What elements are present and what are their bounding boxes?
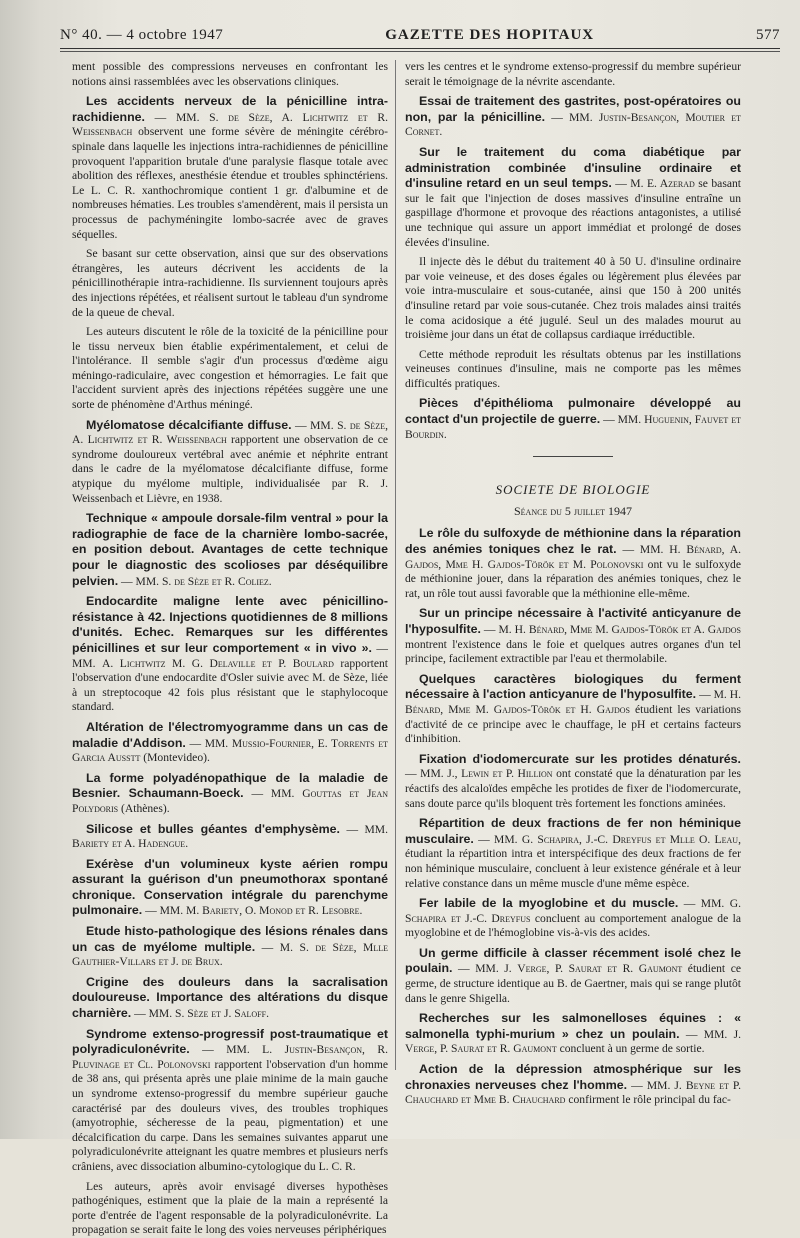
article-entry [72, 720, 388, 766]
article-title: Un germe difficile à classer récemment isolé chez le poulain. [405, 945, 741, 976]
author-prefix: — MM. [243, 787, 303, 801]
journal-title: GAZETTE DES HOPITAUX [385, 27, 595, 43]
article-title: Technique « ampoule dorsale-film ventral » pour la radiographie de face de la charnière lombo-sacrée, en position debout. Avantages de cette technique pour le diagnostic des scolioses par déséquilibre pelvien. [72, 511, 388, 588]
article-authors: Mussio-Fournier, E. Torrents et Garcia Ausstt [72, 736, 388, 765]
author-prefix: — MM. [600, 413, 645, 427]
author-prefix: — MM. [340, 822, 388, 836]
article-text: montrent l'existence dans le foie et quelques autres organes d'un tel principe, facilement extractible par l'eau et thermolabile. [405, 637, 741, 666]
article-paragraph: Il injecte dès le début du traitement 40 à 50 U. d'insuline ordinaire par voie veineuse, et des doses égales ou légèrement plus élevées par voie intra-musculaire et sous-cutanée, ainsi que 150 à 200 unités d'insuline retard par voie sous-cutanée. Chez trois malades ainsi traités le coma acidosique a été jugulé. Seul un des malades mourut au troisième jour dans un état de collapsus cardiaque irréductible. [405, 255, 741, 342]
page-header [60, 18, 780, 44]
article-title: Fer labile de la myoglobine et du muscle. [419, 896, 679, 911]
page-number: 577 [756, 27, 780, 43]
article-text: rapportent l'observation d'un homme de 38 ans, qui présenta après une plaie minime de la main gauche un syndrome extenso-progressif du membre supérieur gauche caractérisé par des douleurs vives, des troubles trophiques (amyotrophie, sécheresse de la peau, pigmentation) et une décalcification du carpe. Dans les semaines suivantes apparut une polyradiculonévrite atteignant les quatre membres et plusieurs nerfs crâniens, avec dissociation albumino-cytologique du L. C. R. [72, 1057, 388, 1173]
society-heading: SOCIETE DE BIOLOGIE [495, 482, 651, 498]
article-authors: S. de Sèze, A. Lichtwitz et R. Weissenbach [72, 418, 388, 447]
article-title: Endocardite maligne lente avec pénicillino-résistance à 42. Injections quotidiennes de 8 millions d'unités. Echec. Remarques sur les différentes pénicillines et sur leur comportement « in vivo ». [72, 594, 388, 655]
author-prefix: — M. [611, 177, 647, 191]
article-authors: Schapira, J.-C. Dreyfus et Mlle O. Leau [537, 832, 739, 846]
article-title: Essai de traitement des gastrites, post-opératoires ou non, par la pénicilline. [405, 94, 741, 124]
article-title: Sur le traitement du coma diabétique par administration combinée d'insuline ordinaire et d'insuline retard en un seul temps. [405, 144, 741, 191]
article-title: Exérèse d'un volumineux kyste aérien rompu assurant la guérison d'un pneumothorax spontané chronique. Conservation intégrale du parenchyme pulmonaire. [72, 856, 388, 918]
article-entry [405, 526, 741, 601]
article-authors: S. de Sèze, Mlle Gauthier-Villars et J. de Brux. [72, 940, 389, 969]
article-entry [72, 822, 388, 852]
article-entry [405, 606, 741, 666]
article-title: La forme polyadénopathique de la maladie de Besnier. Schaumann-Boeck. [72, 770, 388, 801]
article-entry [72, 94, 388, 242]
author-prefix: — MM. J., [405, 767, 462, 781]
article-paragraph: Les auteurs, après avoir envisagé diverses hypothèses pathogéniques, estiment que la plaie de la main a représenté la porte d'entrée de l'agent responsable de la polyradiculonévrite. La propagation se serait faite le long des voies nerveuses périphériques [72, 1179, 388, 1237]
article-title: Action de la dépression atmosphérique sur les chronaxies nerveuses chez l'homme. [405, 1062, 741, 1092]
article-title: Etude histo-pathologique des lésions rénales dans un cas de myélome multiple. [72, 924, 388, 954]
issue-date: N° 40. — 4 octobre 1947 [60, 27, 224, 43]
author-prefix: — MM. [189, 1043, 263, 1057]
article-authors: S. de Sèze et R. Coliez. [161, 574, 272, 588]
article-paragraph: Les auteurs discutent le rôle de la toxicité de la pénicilline pour le tissu nerveux bien établie expérimentalement, et celui de l'intolérance. Il semble s'agir d'un processus d'œdème aigu méningo-radiculaire, avec congestion et hémorragies. Le fait que l'accident survient après des injections répétées suggère une une sorte de phénomène d'Arthus méningé. [72, 325, 388, 412]
author-prefix: — MM. [72, 641, 388, 670]
column-separator [395, 60, 396, 1070]
article-text: ont constaté que la dénaturation par les réactifs des alcaloïdes empêche les protides de fixer de l'iodomercurate, sans doute parce qu'ils bloquent très fortement les fonctions aminées. [405, 767, 741, 810]
article-title: Quelques caractères biologiques du ferment nécessaire à l'action anticyanure de l'hyposulfite. [405, 671, 741, 702]
article-authors: Bénard, Mme M. Gajdos-Török et H. Gajdos [405, 702, 630, 716]
article-text: se basant sur le fait que l'injection de doses massives d'insuline entraîne un gaspillage d'hormone et provoque des réactions antagonistes, a utilisé une technique qui assure un apport immédiat et prolongé de doses élevées d'insuline. [405, 177, 742, 249]
article-title: Syndrome extenso-progressif post-traumatique et polyradiculonévrite. [72, 1026, 388, 1057]
article-authors: Schapira et J.-C. Dreyfus [405, 911, 531, 925]
article-authors: A. Lichtwitz M. G. Delaville et P. Boulard [102, 656, 334, 670]
article-entry [405, 896, 741, 941]
article-title: Recherches sur les salmonelloses équines : « salmonella typhi-murium » chez un poulain. [405, 1011, 741, 1041]
author-prefix: — MM. [545, 110, 599, 124]
article-entry [405, 672, 741, 747]
header-rule [60, 48, 780, 49]
article-entry [405, 1062, 741, 1108]
article-entry [405, 752, 741, 811]
article-text: rapportent une observation de ce syndrome douloureux vertébral avec anémie et néphrite entrant dans le cadre de la myélomatose décalcifiante diffuse, forme atypique du myélome multiple, individualisée par R. J. Weissenbach et Lièvre, en 1938. [72, 433, 389, 505]
article-entry [405, 145, 741, 250]
continuation-paragraph: vers les centres et le syndrome extenso-progressif du membre supérieur serait le témoignage de la névrite ascendante. [405, 60, 741, 88]
article-authors: S. de Sèze, A. Lichtwitz et R. Weissenbach [72, 110, 388, 139]
article-entry [72, 857, 388, 919]
article-text: étudient ce germe, de structure identique au B. de Gaertner, mais qui se range plutôt dans le genre Shigella. [405, 962, 741, 1005]
article-text: confirment le rôle principal du fac- [565, 1093, 731, 1107]
article-entry [72, 594, 388, 715]
left-column [72, 60, 389, 1237]
article-authors: L. Justin-Besançon, R. Pluvinage et Cl. Polonovski [72, 1043, 388, 1071]
article-title: Fixation d'iodomercurate sur les protides dénaturés. [419, 751, 741, 766]
session-date: Séance du 5 juillet 1947 [514, 503, 632, 518]
article-title: Pièces d'épithélioma pulmonaire développé au contact d'un projectile de guerre. [405, 396, 741, 427]
article-title: Silicose et bulles géantes d'emphysème. [86, 821, 340, 836]
article-text: concluent à un germe de sortie. [556, 1042, 705, 1056]
author-prefix: — MM. [145, 110, 210, 124]
article-entry [405, 946, 741, 1006]
author-prefix: — MM. H. [616, 543, 687, 557]
article-authors: Beyne et P. Chauchard et Mme B. Chauchard [405, 1078, 741, 1107]
article-authors: Gouttas et Jean Polydoris [72, 787, 388, 815]
article-entry [72, 975, 388, 1022]
author-prefix: — MM. J. [627, 1078, 686, 1092]
section-divider [533, 456, 613, 457]
article-entry [405, 94, 741, 140]
header-rule-thin [60, 51, 780, 52]
article-authors: E. Azerad [646, 177, 695, 191]
article-text: concluent au comportement analogue de la myoglobine et de l'hémoglobine vis-à-vis des acides. [405, 911, 741, 940]
article-entry [72, 771, 388, 817]
article-text: ont vu le sulfoxyde de méthionine jouer, dans la réparation des anémies toniques, chez le rat, un rôle tout aussi favorable que la méthionine elle-même. [405, 557, 742, 600]
article-entry [405, 1011, 741, 1057]
article-title: Répartition de deux fractions de fer non héminique musculaire. [405, 816, 741, 846]
author-prefix: — MM. G. [678, 897, 741, 911]
continuation-paragraph: ment possible des compressions nerveuses en confrontant les notions ainsi rassemblées avec les observations cliniques. [72, 60, 388, 88]
article-title: Le rôle du sulfoxyde de méthionine dans la réparation des anémies toniques chez le rat. [405, 526, 741, 557]
article-entry [72, 924, 388, 970]
article-authors: Bénard, Mme M. Gajdos-Török et A. Gajdos [528, 623, 741, 636]
article-title: Les accidents nerveux de la pénicilline intra-rachidienne. [72, 94, 388, 124]
author-prefix: — M. H. [480, 623, 529, 636]
article-text: (Athènes). [118, 801, 170, 815]
article-authors: Verge, P. Saurat et R. Gaumont [405, 1042, 557, 1056]
article-paragraph: Cette méthode reproduit les résultats obtenus par les instillations veineuses continues d'insuline, mais ne comporte pas les mêmes difficultés pratiques. [405, 347, 741, 390]
article-paragraph: Se basant sur cette observation, ainsi que sur des observations étrangères, les auteurs décrivent les accidents de la pénicillinothérapie intra-rachidienne. Ils surviennent toujours après des injections répétées, et réalisent surtout le tableau d'un syndrome de la queue de cheval. [72, 247, 388, 319]
author-prefix: — MM. G. [473, 832, 538, 846]
article-authors: Lewin et P. Hillion [461, 767, 553, 781]
article-authors: S. Sèze et J. Saloff. [175, 1007, 269, 1021]
article-title: Altération de l'électromyogramme dans un cas de maladie d'Addison. [72, 719, 388, 750]
article-entry [72, 511, 388, 589]
article-text: observent une forme sévère de méningite cérébro-spinale dans laquelle les injections intra-rachidiennes de pénicilline provoquent l'apparition brutale d'une paralysie flasque totale avec abolition des réflexes, anesthésie étendue et troubles sphinctériens. Le L. C. R. xanthochromique contient 1 gr. d'albumine et de nombreuses hématies. Les troubles s'amendèrent, mais il persista un processus de pachyméningite lombo-sacrée avec de graves séquelles. [72, 125, 388, 241]
author-prefix: — MM. [131, 1007, 176, 1021]
article-entry [72, 1027, 388, 1175]
article-title: Sur un principe nécessaire à l'activité anticyanure de l'hyposulfite. [405, 606, 741, 636]
article-entry [405, 816, 741, 891]
article-entry [405, 396, 741, 442]
author-prefix: — M. [255, 940, 300, 954]
article-title: Crigine des douleurs dans la sacralisation douloureuse. Importance des altérations du disque charnière. [72, 974, 388, 1021]
article-text: rapportent l'observation d'une endocardite d'Osler suivie avec M. de Sèze, liée à un streptocoque 42 fois plus résistant que le staphylocoque standard. [72, 656, 388, 714]
article-text: (Montevideo). [140, 751, 210, 765]
author-prefix: — MM. [185, 736, 232, 750]
author-prefix: — M. H. [696, 688, 741, 702]
article-title: Myélomatose décalcifiante diffuse. [86, 417, 292, 432]
article-authors: Huguenin, Fauvet et Bourdin. [405, 413, 741, 441]
article-authors: M. Bariety, O. Monod et R. Lesobre. [186, 904, 363, 918]
author-prefix: — MM. [291, 418, 338, 432]
article-authors: Bariety et A. Hadengue. [72, 837, 189, 851]
author-prefix: — MM. J. [679, 1027, 741, 1041]
article-authors: Bénard, A. Gajdos, Mme H. Gajdos-Török et M. Polonovski [405, 543, 741, 571]
article-authors: Verge, P. Saurat et R. Gaumont [517, 962, 683, 976]
article-text: , étudiant la répartition intra et interspécifique des deux fractions de fer non héminique musculaire, concluent à leur existence générale et à leur relative constance dans un même muscle d'une même espèce. [405, 832, 741, 890]
author-prefix: — MM. [142, 904, 187, 918]
article-text: étudient les variations d'activité de ce principe avec le chauffage, le pH et certains facteurs d'inhibition. [405, 702, 741, 746]
article-authors: Justin-Besançon, Moutier et Cornet. [405, 110, 741, 139]
author-prefix: — MM. [118, 574, 162, 588]
right-column [405, 60, 741, 1130]
article-entry [72, 418, 388, 507]
author-prefix: — MM. J. [452, 962, 518, 976]
